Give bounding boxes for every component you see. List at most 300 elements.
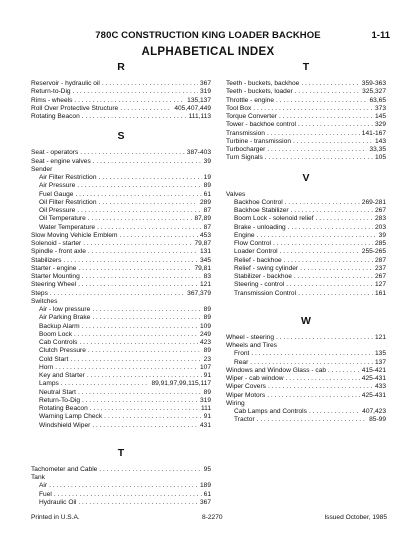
- entry-page: 431: [199, 421, 211, 429]
- index-entry: [226, 416, 386, 424]
- switches-entries: [31, 306, 211, 430]
- entry-page: 203: [374, 223, 386, 231]
- entry-name: Steering Wheel: [31, 281, 77, 289]
- entry-name: Turbine - transmission: [226, 137, 291, 145]
- dot-leader: [99, 174, 202, 182]
- entry-name: Stabilizer - backhoe: [234, 273, 292, 280]
- entry-page: 91: [203, 413, 211, 421]
- index-entry: [226, 88, 386, 96]
- dot-leader: [286, 281, 373, 289]
- dot-leader: [301, 80, 359, 88]
- index-entry: [31, 88, 211, 96]
- section-letter-v: V: [302, 171, 310, 184]
- entry-page: 387-403: [186, 149, 211, 157]
- index-entry: [31, 314, 211, 322]
- dot-leader: [280, 248, 360, 256]
- index-entry: [226, 290, 386, 298]
- entry-page: 61: [203, 490, 211, 498]
- index-entry: [31, 257, 211, 265]
- section-letter-t-right: T: [302, 61, 310, 73]
- entry-name: Turn Signals: [226, 154, 263, 162]
- index-entry: [31, 105, 211, 113]
- entry-name: Teeth - buckets, backhoe: [226, 80, 300, 87]
- index-entry: [226, 105, 386, 113]
- entry-page: 189: [199, 482, 211, 490]
- entry-page: 105: [374, 154, 386, 162]
- valves-entries: [226, 199, 386, 298]
- dot-leader: [294, 273, 373, 281]
- dot-leader: [99, 466, 201, 474]
- dot-leader: [268, 383, 373, 391]
- section-letter-s: S: [117, 130, 125, 143]
- entry-page: 87,89: [194, 215, 211, 223]
- dot-leader: [257, 416, 367, 424]
- subheading-wiring: Wiring: [226, 399, 245, 407]
- dot-leader: [79, 339, 198, 347]
- dot-leader: [83, 240, 192, 248]
- dot-leader: [288, 224, 373, 232]
- dot-leader: [102, 80, 198, 88]
- index-entry: [226, 367, 386, 375]
- sender-entries: [31, 174, 211, 232]
- subheading-switches: Switches: [31, 297, 58, 305]
- entry-page: 143: [374, 137, 386, 145]
- dot-leader: [267, 392, 360, 400]
- dot-leader: [328, 367, 360, 375]
- dot-leader: [104, 413, 202, 421]
- entry-page: 107: [199, 363, 211, 371]
- entry-name: Flow Control: [234, 240, 272, 247]
- dot-leader: [284, 257, 373, 265]
- left-column: [31, 60, 211, 507]
- section-t-left-entries: [31, 466, 211, 474]
- dot-leader: [74, 97, 185, 105]
- entry-name: Stabilizers: [31, 256, 62, 264]
- entry-name: Air Pressure: [39, 182, 76, 190]
- index-entry: [31, 356, 211, 364]
- entry-page: 135,137: [187, 96, 211, 104]
- entry-page: 89: [203, 182, 211, 190]
- dot-leader: [291, 207, 373, 215]
- index-entry: [226, 130, 386, 138]
- entry-name: Air Parking Brake: [39, 314, 91, 322]
- entry-page: 425-431: [361, 391, 386, 399]
- entry-name: Solenoid - starter: [31, 240, 82, 247]
- entry-name: Windows and Window Glass - cab: [226, 366, 327, 374]
- dot-leader: [88, 215, 193, 223]
- entry-name: Engine: [234, 231, 255, 239]
- entry-page: 345: [199, 256, 211, 264]
- index-entry: [226, 408, 386, 416]
- entry-page: 237: [374, 264, 386, 272]
- index-entry: [31, 405, 211, 413]
- index-entry: [226, 146, 386, 154]
- dot-leader: [120, 232, 198, 240]
- index-entry: [31, 273, 211, 281]
- entry-name: Transmission: [226, 129, 265, 137]
- entry-name: Air - low pressure: [39, 306, 91, 313]
- dot-leader: [78, 389, 202, 397]
- dot-leader: [88, 347, 202, 355]
- entry-name: Slow Moving Vehicle Emblem: [31, 231, 118, 239]
- page-header: [0, 30, 416, 44]
- entry-name: Steps: [31, 289, 48, 297]
- dot-leader: [309, 408, 360, 416]
- index-title: ALPHABETICAL INDEX: [141, 46, 275, 58]
- dot-leader: [87, 372, 202, 380]
- entry-name: Rotating Beacon: [39, 405, 88, 412]
- index-entry: [226, 281, 386, 289]
- index-entry: [31, 281, 211, 289]
- index-entry: [31, 113, 211, 121]
- entry-page: 289: [199, 198, 211, 206]
- dot-leader: [285, 199, 360, 207]
- dot-leader: [82, 397, 198, 405]
- dot-leader: [298, 290, 373, 298]
- dot-leader: [293, 138, 373, 146]
- entry-name: Rear: [234, 358, 249, 366]
- index-entry: [226, 199, 386, 207]
- right-column: [226, 60, 386, 425]
- index-entry: [31, 248, 211, 256]
- entry-name: Turbocharger: [226, 146, 266, 153]
- index-entry: [226, 121, 386, 129]
- index-entry: [31, 364, 211, 372]
- dot-leader: [75, 191, 201, 199]
- entry-page: 269-281: [361, 198, 386, 206]
- subheading-valves: Valves: [226, 190, 246, 198]
- index-entry: [31, 397, 211, 405]
- dot-leader: [279, 113, 373, 121]
- entry-name: Neutral Start: [39, 388, 77, 396]
- entry-name: Relief - backhoe: [234, 256, 282, 264]
- entry-name: Torque Converter: [226, 113, 277, 120]
- entry-name: Return-To-Dig: [39, 396, 81, 404]
- entry-name: Relief - swing cylinder: [234, 264, 299, 272]
- section-t-right-entries: [226, 80, 386, 163]
- dot-leader: [82, 273, 202, 281]
- section-w-entries-2: [226, 367, 386, 400]
- entry-name: Boom Lock - solenoid relief: [234, 215, 314, 223]
- entry-name: Oil Pressure: [39, 207, 76, 214]
- dot-leader: [99, 199, 198, 207]
- footer-issued: Issued October, 1985: [324, 514, 387, 521]
- dot-leader: [88, 248, 198, 256]
- index-entry: [226, 232, 386, 240]
- index-entry: [31, 265, 211, 273]
- index-entry: [226, 350, 386, 358]
- entry-name: Fuel: [39, 490, 52, 498]
- entry-name: Wiper - cab window: [226, 375, 284, 382]
- entry-page: 19: [203, 174, 211, 181]
- index-entry: [31, 413, 211, 421]
- entry-name: Wiper Motors: [226, 391, 266, 399]
- entry-name: Backup Alarm: [39, 322, 80, 330]
- index-entry: [226, 207, 386, 215]
- entry-name: Steering - control: [234, 281, 285, 289]
- dot-leader: [92, 422, 198, 430]
- entry-page: 111: [200, 405, 211, 412]
- entry-page: 85-99: [369, 416, 386, 424]
- index-entry: [31, 323, 211, 331]
- entry-page: 61: [203, 190, 211, 198]
- entry-name: Rotating Beacon: [31, 113, 80, 120]
- dot-leader: [90, 405, 199, 413]
- index-entry: [31, 380, 211, 388]
- index-entry: [226, 257, 386, 265]
- entry-page: 433: [374, 383, 386, 391]
- entry-name: Fuel Gauge: [39, 190, 74, 198]
- entry-page: 89: [203, 314, 211, 322]
- index-entry: [226, 224, 386, 232]
- entry-name: Throttle - engine: [226, 96, 275, 104]
- wheels-entries: [226, 350, 386, 367]
- entry-name: Air: [39, 482, 48, 490]
- index-entry: [31, 339, 211, 347]
- entry-name: Oil Temperature: [39, 215, 86, 223]
- wiring-entries: [226, 408, 386, 425]
- index-entry: [226, 154, 386, 162]
- dot-leader: [300, 265, 373, 273]
- entry-page: 425-431: [361, 375, 386, 382]
- dot-leader: [77, 207, 201, 215]
- index-entry: [226, 240, 386, 248]
- dot-leader: [73, 88, 198, 96]
- entry-page: 91: [203, 372, 211, 379]
- dot-leader: [63, 257, 198, 265]
- entry-name: Return-to-Dig: [31, 88, 71, 96]
- dot-leader: [298, 121, 373, 129]
- subheading-wheels: Wheels and Tires: [226, 342, 277, 349]
- dot-leader: [50, 290, 185, 298]
- dot-leader: [78, 499, 198, 507]
- entry-name: Key and Starter: [39, 372, 85, 379]
- entry-page: 453: [199, 231, 211, 239]
- dot-leader: [267, 130, 360, 138]
- page-footer: [31, 514, 387, 524]
- entry-page: 87: [203, 207, 211, 214]
- dot-leader: [265, 154, 373, 162]
- dot-leader: [286, 375, 360, 383]
- entry-name: Reservoir - hydraulic oil: [31, 80, 100, 87]
- entry-name: Rims - wheels: [31, 96, 73, 104]
- entry-page: 255-265: [361, 248, 386, 256]
- entry-name: Wiper Covers: [226, 383, 266, 391]
- dot-leader: [253, 105, 373, 113]
- index-entry: [31, 224, 211, 232]
- entry-page: 359-363: [361, 80, 386, 87]
- index-entry: [31, 372, 211, 380]
- entry-page: 367,379: [187, 289, 211, 297]
- entry-name: Air Filter Restriction: [39, 174, 97, 181]
- entry-name: Spindle - front axle: [31, 248, 86, 256]
- subheading-sender: Sender: [31, 165, 53, 173]
- entry-name: Boom Lock: [39, 330, 72, 338]
- entry-page: 329: [374, 121, 386, 129]
- entry-name: Tower - backhoe control: [226, 121, 296, 129]
- entry-page: 121: [199, 281, 211, 289]
- section-letter-t-left: T: [117, 446, 125, 459]
- entry-name: Transmission Control: [234, 289, 297, 297]
- tank-entries: [31, 482, 211, 507]
- entry-name: Cab Lamps and Controls: [234, 408, 307, 415]
- index-entry: [226, 113, 386, 121]
- entry-name: Lamps: [39, 380, 59, 388]
- entry-page: 325,327: [362, 88, 386, 96]
- index-entry: [31, 347, 211, 355]
- footer-form-number: 8-2270: [202, 514, 223, 521]
- section-letter-r: R: [117, 61, 125, 73]
- index-entry: [226, 97, 386, 105]
- dot-leader: [92, 314, 201, 322]
- index-entry: [226, 383, 386, 391]
- document-title: 780C CONSTRUCTION KING LOADER BACKHOE: [95, 30, 321, 41]
- index-entry: [31, 158, 211, 166]
- entry-page: 319: [199, 88, 211, 96]
- index-entry: [226, 359, 386, 367]
- index-entry: [31, 422, 211, 430]
- dot-leader: [82, 113, 187, 121]
- entry-name: Hydraulic Oil: [39, 498, 77, 506]
- entry-page: 367: [199, 80, 211, 87]
- dot-leader: [97, 224, 202, 232]
- dot-leader: [70, 356, 201, 364]
- entry-page: 423: [199, 339, 211, 346]
- entry-page: 161: [374, 289, 386, 297]
- dot-leader: [78, 281, 198, 289]
- index-entry: [31, 80, 211, 88]
- dot-leader: [276, 334, 373, 342]
- index-entry: [226, 273, 386, 281]
- entry-name: Teeth - buckets, loader: [226, 88, 293, 96]
- dot-leader: [273, 240, 373, 248]
- index-entry: [31, 491, 211, 499]
- entry-name: Front: [234, 350, 250, 358]
- entry-page: 87: [203, 223, 211, 231]
- dot-leader: [54, 491, 202, 499]
- dot-leader: [251, 350, 373, 358]
- entry-page: 79,87: [194, 240, 211, 247]
- entry-name: Windshield Wiper: [39, 421, 91, 429]
- index-entry: [31, 290, 211, 298]
- entry-page: 137: [374, 358, 386, 366]
- entry-page: 283: [374, 215, 386, 223]
- entry-name: Water Temperature: [39, 223, 96, 231]
- dot-leader: [276, 97, 367, 105]
- index-entry: [226, 138, 386, 146]
- index-entry: [31, 97, 211, 105]
- entry-page: 267: [374, 207, 386, 214]
- entry-page: 287: [374, 256, 386, 264]
- entry-page: 39: [378, 231, 386, 239]
- index-entry: [31, 331, 211, 339]
- index-entry: [226, 215, 386, 223]
- index-entry: [226, 248, 386, 256]
- entry-page: 89,91,97,99,115,117: [151, 380, 211, 388]
- section-s-entries: [31, 149, 211, 166]
- entry-page: 285: [374, 240, 386, 247]
- entry-page: 407,423: [362, 408, 386, 415]
- index-entry: [226, 265, 386, 273]
- entry-page: 135: [374, 350, 386, 358]
- entry-page: 249: [199, 330, 211, 338]
- entry-name: Wheel - steering: [226, 333, 275, 341]
- entry-name: Cold Start: [39, 355, 69, 363]
- dot-leader: [82, 323, 198, 331]
- entry-name: Tool Box: [226, 104, 252, 112]
- entry-name: Cab Controls: [39, 339, 78, 346]
- index-entry: [226, 80, 386, 88]
- entry-page: 33,35: [369, 146, 386, 153]
- dot-leader: [250, 359, 373, 367]
- entry-page: 89: [203, 306, 211, 313]
- dot-leader: [55, 364, 198, 372]
- dot-leader: [295, 88, 360, 96]
- dot-leader: [93, 158, 202, 166]
- dot-leader: [257, 232, 377, 240]
- dot-leader: [74, 331, 198, 339]
- entry-page: 121: [374, 333, 386, 341]
- entry-page: 83: [203, 273, 211, 280]
- entry-name: Brake - unloading: [234, 223, 286, 231]
- entry-name: Horn: [39, 363, 54, 371]
- entry-name: Oil Filter Restriction: [39, 198, 97, 206]
- entry-page: 415-421: [361, 366, 386, 374]
- index-entry: [31, 232, 211, 240]
- index-entry: [31, 306, 211, 314]
- entry-page: 39: [203, 157, 211, 165]
- dot-leader: [120, 105, 172, 113]
- dot-leader: [77, 182, 201, 190]
- entry-page: 127: [374, 281, 386, 289]
- index-entry: [31, 215, 211, 223]
- dot-leader: [267, 146, 367, 154]
- index-entry: [31, 191, 211, 199]
- page-number: 1-11: [371, 30, 390, 41]
- entry-page: 89: [203, 347, 211, 355]
- index-entry: [226, 334, 386, 342]
- entry-page: 319: [199, 396, 211, 404]
- entry-name: Seat - engine valves: [31, 157, 91, 165]
- index-entry: [226, 375, 386, 383]
- entry-name: Starter Mounting: [31, 273, 80, 280]
- index-entry: [31, 182, 211, 190]
- entry-page: 405,407,449: [174, 104, 211, 112]
- entry-name: Backhoe Stabilizer: [234, 207, 289, 214]
- index-entry: [31, 174, 211, 182]
- section-s-entries-2: [31, 232, 211, 298]
- index-entry: [31, 149, 211, 157]
- index-entry: [31, 499, 211, 507]
- entry-name: Starter - engine: [31, 264, 77, 272]
- entry-page: 267: [374, 273, 386, 280]
- entry-name: Loader Control: [234, 248, 278, 256]
- entry-page: 23: [203, 355, 211, 363]
- entry-page: 131: [199, 248, 211, 256]
- entry-page: 141-167: [361, 129, 386, 137]
- entry-name: Clutch Pressure: [39, 347, 86, 355]
- footer-printed: Printed in U.S.A.: [31, 514, 80, 521]
- index-entry: [226, 392, 386, 400]
- index-entry: [31, 482, 211, 490]
- entry-page: 95: [203, 465, 211, 473]
- entry-name: Roll Over Protective Structure: [31, 104, 119, 112]
- dot-leader: [61, 380, 150, 388]
- dot-leader: [80, 149, 185, 157]
- dot-leader: [92, 306, 201, 314]
- index-entry: [31, 207, 211, 215]
- section-letter-w: W: [301, 314, 311, 327]
